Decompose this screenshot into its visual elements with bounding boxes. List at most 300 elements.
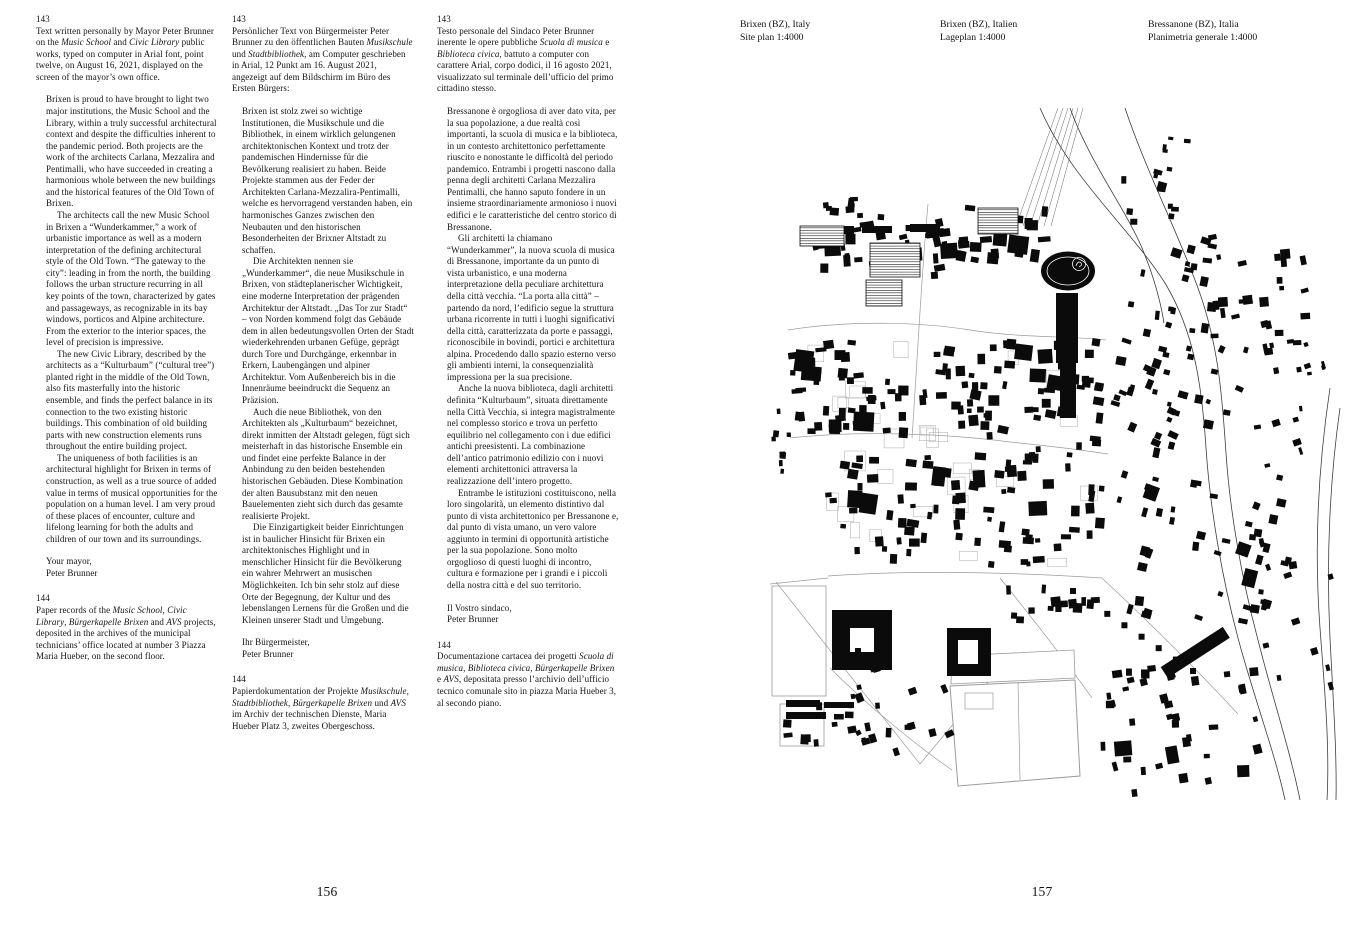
building: [1035, 538, 1040, 543]
building: [1202, 258, 1212, 264]
building: [886, 728, 892, 738]
railway-line: [1051, 108, 1083, 226]
building: [890, 554, 897, 564]
building: [1254, 424, 1261, 429]
building: [1043, 479, 1054, 489]
building: [867, 474, 879, 483]
caption-text: ,: [64, 616, 69, 627]
building: [1121, 176, 1126, 184]
building: [988, 561, 995, 568]
building: [1249, 667, 1258, 676]
building: [1172, 720, 1179, 728]
building: [1152, 477, 1159, 482]
building: [1252, 501, 1261, 510]
hatched-roof: [800, 226, 844, 246]
note-caption: [437, 651, 619, 709]
text-column-german: [232, 14, 414, 732]
building: [1030, 249, 1040, 263]
building: [851, 694, 856, 699]
caption-text: , battuto a computer con carattere Arial, corpo dodici, il 16 agosto 2021, visualizzato sul terminale dell’ufficio del primo cittadino stesso.: [437, 48, 614, 94]
parcel-outline: [1048, 558, 1067, 567]
building: [1165, 321, 1172, 328]
building: [1291, 617, 1300, 625]
hatched-roof: [978, 208, 1018, 234]
building: [849, 508, 857, 514]
building: [1168, 213, 1174, 219]
building: [895, 393, 902, 401]
building: [1237, 260, 1246, 267]
building: [1168, 441, 1176, 450]
building: [940, 684, 948, 694]
building: [943, 348, 954, 356]
building: [1276, 498, 1287, 508]
building: [1118, 389, 1127, 396]
caption-text: , depositata presso l’archivio dell’ufficio tecnico comunale sito in piazza Maria Hueber 3, al secondo piano.: [437, 674, 617, 708]
river-line: [1317, 388, 1330, 800]
building: [1168, 306, 1174, 311]
building: [925, 233, 936, 238]
building: [1154, 432, 1162, 440]
building: [815, 347, 826, 352]
letter-paragraph: The uniqueness of both facilities is an architectural highlight for Brixen in terms of construction, as well as a true source of added value in terms of musical opportunities for the population on a human level. I am very proud of these places of encounter, culture and lifelong learning for both the adults and children of our town and its surroundings.: [46, 452, 218, 544]
building: [1029, 368, 1046, 382]
building: [899, 234, 908, 240]
building: [1085, 350, 1094, 358]
building: [1283, 572, 1292, 579]
building: [1106, 701, 1114, 709]
building: [934, 264, 946, 272]
building: [1041, 206, 1048, 217]
building: [832, 722, 838, 727]
building: [961, 381, 968, 388]
river-line: [1125, 108, 1300, 800]
building: [924, 455, 931, 460]
building: [1181, 274, 1189, 282]
building: [1199, 276, 1208, 287]
building: [1002, 381, 1007, 389]
building: [1073, 603, 1083, 613]
building: [1139, 634, 1145, 640]
work-title: Scuola di musica: [539, 37, 603, 48]
building: [1173, 657, 1179, 663]
building: [1268, 514, 1278, 524]
building: [977, 407, 984, 413]
building: [1126, 387, 1134, 397]
building: [783, 732, 792, 737]
building: [1287, 339, 1294, 344]
caption-text: ,: [162, 605, 168, 615]
building: [1271, 419, 1280, 428]
building: [854, 547, 860, 554]
building: [922, 460, 933, 468]
archive-note: [36, 593, 218, 662]
building: [955, 508, 965, 520]
building: [892, 747, 900, 756]
building: [1050, 596, 1061, 607]
building: [787, 432, 791, 437]
building: [829, 419, 842, 432]
building: [1036, 446, 1041, 452]
site-plan-map: [770, 108, 1345, 800]
building: [1016, 616, 1024, 623]
building: [1045, 409, 1057, 419]
building: [807, 428, 815, 434]
building: [843, 423, 849, 430]
building: [1007, 487, 1015, 494]
parcel-outline: [878, 469, 893, 483]
building: [1070, 588, 1076, 594]
building: [972, 470, 985, 488]
building: [908, 687, 917, 696]
building: [1214, 550, 1222, 556]
text-column-italian: [437, 14, 619, 709]
building: [1093, 396, 1105, 406]
building: [1168, 136, 1173, 140]
mayor-letter: [46, 94, 218, 579]
building: [1113, 394, 1121, 401]
map-header-german: [940, 19, 1017, 44]
building: [866, 396, 876, 401]
building: [885, 379, 890, 385]
building: [1205, 777, 1212, 785]
building: [880, 402, 885, 410]
figure-ground-plan: [770, 108, 1345, 800]
letter-signoff: [242, 637, 414, 660]
building: [1307, 372, 1312, 376]
building: [980, 236, 992, 243]
building: [1135, 596, 1144, 606]
building: [994, 470, 1004, 479]
caption-text: Testo personale del Sindaco Peter Brunner inerente le opere pubbliche: [437, 25, 595, 48]
parcel-outline: [953, 463, 971, 474]
building: [1224, 671, 1231, 677]
building: [858, 483, 863, 491]
building: [1004, 545, 1012, 552]
map-header-scale: Lageplan 1:4000: [940, 31, 1006, 43]
building: [933, 253, 939, 263]
building: [795, 387, 806, 392]
building: [1292, 417, 1299, 423]
parcel-outline: [960, 551, 978, 560]
building: [1218, 345, 1226, 354]
building: [1162, 144, 1167, 150]
building: [1192, 542, 1199, 551]
caption-text: ,: [530, 662, 535, 673]
building: [1025, 534, 1033, 540]
building: [1245, 521, 1253, 527]
building: [779, 452, 785, 459]
building: [1300, 288, 1308, 294]
building: [1145, 379, 1155, 390]
sports-field: [950, 680, 1080, 786]
railway-line: [1016, 108, 1058, 226]
building: [1104, 611, 1110, 617]
street-line: [830, 668, 952, 770]
building: [1293, 340, 1302, 345]
building: [983, 507, 994, 513]
building: [840, 461, 850, 470]
work-title: AVS: [390, 697, 406, 708]
work-title: Biblioteca civica: [437, 48, 500, 59]
open-field: [772, 586, 826, 696]
work-title: AVS: [166, 616, 182, 627]
building: [1121, 470, 1129, 478]
building: [847, 469, 859, 480]
building: [1014, 344, 1033, 361]
building: [1231, 314, 1240, 320]
building: [1065, 463, 1071, 471]
building: [1218, 297, 1228, 307]
building: [1106, 692, 1111, 699]
letter-paragraph: Anche la nuova biblioteca, dagli architetti definita “Kulturbaum”, situata direttamente nella Città Vecchia, si integra magistralmente nel complesso storico e trova un perfetto equilibrio nel collegamento con i due edifici antichi preesistenti. La combinazione dell’antico patrimonio edilizio con i nuovi elementi architettonici attraversa la realizzazione dell’intero progetto.: [447, 383, 615, 486]
building: [1249, 534, 1256, 540]
parcel-outline: [919, 426, 935, 441]
building: [1088, 484, 1094, 495]
building: [1011, 612, 1017, 618]
building: [1155, 763, 1163, 770]
building: [853, 372, 864, 378]
building: [779, 460, 783, 466]
building: [1264, 463, 1270, 468]
building: [875, 536, 884, 546]
building: [1277, 277, 1283, 284]
work-title: Civic Library: [36, 605, 187, 627]
building: [1211, 334, 1219, 339]
building: [1025, 218, 1033, 229]
caption-text: ,: [288, 697, 293, 708]
building: [1156, 645, 1162, 651]
building: [927, 512, 932, 520]
letter-paragraph: Auch die neue Bibliothek, von den Architekten als „Kulturbaum“ bezeichnet, direkt inmitten der Altstadt gelegen, fügt sich meisterhaft in das historische Ensemble ein und findet eine perfekte Balance in der Anbindung zu den beiden bestehenden historischen Gebäuden. Diese Kombination der alten Bausubstanz mit den neuen Bauelementen zieht sich durch das gesamte realisierte Projekt.: [242, 406, 410, 521]
building: [1167, 402, 1172, 407]
building: [896, 537, 901, 544]
building: [1092, 439, 1101, 446]
building: [898, 518, 907, 528]
building: [1038, 236, 1051, 242]
building: [1114, 740, 1133, 756]
building: [1054, 543, 1062, 551]
note-caption: [437, 26, 619, 95]
building: [975, 452, 987, 460]
building: [851, 462, 863, 469]
building: [1069, 527, 1080, 533]
street-line: [828, 572, 1102, 578]
building: [906, 549, 911, 556]
building: [1071, 506, 1080, 517]
map-header-scale: Site plan 1:4000: [740, 31, 804, 43]
building: [970, 256, 979, 263]
building-row: [910, 224, 940, 232]
building: [953, 520, 960, 530]
building: [1211, 368, 1219, 374]
note-caption: [36, 26, 218, 84]
building: [814, 739, 819, 747]
building: [987, 517, 992, 522]
caption-text: ,: [406, 685, 409, 696]
parcel-outline: [850, 523, 860, 538]
building: [970, 242, 982, 252]
building: [1194, 394, 1203, 404]
building: [1276, 675, 1281, 681]
work-title: Stadtbibliothek: [232, 697, 288, 708]
building: [1038, 388, 1044, 394]
archive-note: [232, 674, 414, 732]
note-number: 144: [36, 593, 50, 604]
building: [1292, 438, 1302, 447]
building: [1076, 442, 1082, 450]
building: [1299, 406, 1303, 412]
building: [1201, 323, 1210, 334]
caption-text: , am Computer geschrieben in Arial, 12 Punkt am 16. August 2021, angezeigt auf dem Bildschirm im Büro des Ersten Bürgers:: [232, 48, 406, 94]
note-caption: [232, 686, 414, 732]
caption-text: public works, typed on computer in Arial font, point twelve, on August 16, 2021, displayed on the screen of the mayor’s own office.: [36, 37, 205, 82]
building: [985, 411, 992, 421]
building: [1296, 367, 1302, 373]
building: [967, 408, 972, 413]
building: [955, 493, 965, 504]
building: [840, 524, 846, 529]
building: [965, 205, 976, 212]
building: [933, 505, 938, 514]
building: [1041, 584, 1046, 593]
building: [987, 252, 999, 264]
building: [1304, 363, 1312, 370]
building: [1325, 664, 1330, 671]
work-title: Music School: [61, 37, 112, 48]
building: [969, 373, 975, 378]
building: [859, 492, 879, 514]
signoff-line: Peter Brunner: [447, 614, 499, 625]
page-number-left: 156: [316, 884, 338, 899]
work-title: Scuola di musica: [437, 651, 614, 673]
building: [1127, 422, 1137, 433]
building: [841, 352, 850, 362]
building: [1190, 668, 1196, 674]
work-title: Biblioteca civica: [467, 662, 531, 673]
building: [1087, 599, 1093, 605]
cloister-courtyard: [958, 640, 978, 664]
building: [1264, 348, 1273, 356]
building: [1216, 254, 1221, 260]
caption-text: Documentazione cartacea dei progetti: [437, 651, 580, 662]
note-number: 144: [437, 639, 451, 650]
building-row: [862, 226, 892, 233]
building: [848, 198, 855, 208]
building: [854, 692, 864, 703]
building: [814, 422, 822, 431]
building: [1141, 767, 1146, 775]
building: [825, 492, 832, 497]
building: [1269, 342, 1274, 348]
building: [1155, 311, 1160, 320]
building: [1189, 328, 1195, 333]
building: [1238, 618, 1248, 625]
building: [1222, 538, 1231, 544]
letter-paragraph: Brixen ist stolz zwei so wichtige Institutionen, die Musikschule und die Bibliothek, in einem wirklich gelungenen architektonischen Kontext und trotz der pandemischen Hindernisse für die Bevölkerung realisiert zu haben. Beide Projekte stammen aus der Feder der Architekten Carlana-Mezzalira-Pentimalli, welche es hervorragend verstanden haben, ein harmonisches Ganzes zwischen den Neubauten und den historischen Besonderheiten der Brixner Altstadt zu schaffen.: [242, 105, 413, 255]
building: [1061, 600, 1068, 607]
work-title: Bürgerkapelle Brixen: [68, 616, 149, 627]
building: [1196, 531, 1206, 541]
building: [967, 399, 973, 406]
building: [1129, 718, 1135, 726]
building-row: [824, 702, 854, 708]
building: [1101, 742, 1106, 751]
building: [1158, 346, 1167, 353]
building: [854, 257, 862, 262]
building: [1001, 489, 1006, 494]
building-row: [786, 712, 826, 719]
hatched-roof: [870, 243, 920, 277]
river-line: [1328, 408, 1340, 800]
letter-paragraph: The new Civic Library, described by the architects as a “Kulturbaum” (“cultural tree”) planted right in the middle of the Old Town, also fits masterfully into the historic ensemble, and finds the perfect balance in its connection to the two existing historic buildings. This combination of old building parts with new construction elements runs throughout the entire building project.: [46, 348, 215, 452]
building: [1099, 485, 1105, 491]
caption-text: und: [372, 697, 391, 708]
building: [936, 392, 947, 399]
building: [869, 457, 879, 464]
building: [1281, 257, 1288, 267]
building: [1171, 506, 1176, 512]
building: [847, 377, 854, 384]
building: [1023, 460, 1032, 464]
building: [1212, 300, 1219, 310]
building: [1298, 447, 1303, 455]
letter-paragraph: Entrambe le istituzioni costituiscono, nella loro singolarità, un elemento distintivo dal punto di vista architettonico per Bressanone e, dal punto di vista umano, un vero valore aggiunto in termini di opportunità artistiche per la sua popolazione. Sono molto orgoglioso di questi luoghi di incontro, cultura e formazione per i grandi e i piccoli della nostra città e del suo territorio.: [447, 487, 619, 590]
building: [1220, 308, 1226, 318]
building: [1191, 676, 1200, 686]
building: [1152, 447, 1160, 458]
building: [980, 382, 987, 389]
archive-note: [437, 640, 619, 709]
building: [1006, 465, 1017, 477]
building: [1300, 313, 1310, 320]
note-number: 143: [437, 14, 451, 24]
building: [1126, 668, 1132, 675]
building: [1186, 244, 1195, 254]
building: [1095, 517, 1105, 528]
map-header-location: Brixen (BZ), Italy: [740, 19, 811, 30]
letter-paragraph: Bressanone è orgogliosa di aver dato vita, per la sua popolazione, a due realtà così importanti, la scuola di musica e la biblioteca, in un contesto architettonico perfettamente riuscito e nonostante le difficoltà del periodo pandemico. Entrambi i progetti nascono dalla penna degli architetti Carlana Mezzalira Pentimalli, che hanno saputo fondere in un insieme straordinariamente armonioso i nuovi edifici e le caratteristiche del centro storico di Bressanone.: [447, 105, 618, 232]
mayor-letter: [242, 106, 414, 660]
building: [847, 725, 857, 733]
letter-paragraph: Brixen is proud to have brought to light two major institutions, the Music School and the Library, within a truly successful architectural context and despite the difficulties inherent to the pandemic period. Both projects are the work of the architects Carlana, Mezzalira and Pentimalli, who have succeeded in creating a harmonious whole between the new buildings and the historical features of the Old Town of Brixen.: [46, 94, 217, 209]
building: [974, 538, 981, 547]
building: [771, 437, 775, 442]
building: [940, 243, 958, 259]
building: [1255, 555, 1264, 566]
building: [886, 510, 893, 520]
caption-text: e: [437, 674, 444, 685]
building: [897, 494, 903, 504]
building: [1017, 471, 1026, 481]
building: [994, 366, 1002, 374]
note-caption: [36, 605, 218, 663]
caption-text: Text written personally by Mayor Peter Brunner on the: [36, 25, 214, 48]
work-title: Musikschule: [366, 37, 413, 48]
map-header-location: Bressanone (BZ), Italia: [1148, 19, 1239, 30]
building: [1169, 517, 1175, 525]
work-title: Music School: [112, 605, 163, 615]
building: [1056, 293, 1078, 363]
building: [958, 241, 970, 249]
building: [793, 349, 814, 373]
building: [864, 722, 871, 731]
building: [1217, 591, 1223, 597]
building: [1060, 363, 1076, 418]
building: [823, 202, 829, 208]
building: [823, 406, 829, 416]
building: [986, 432, 992, 440]
letter-signoff: [447, 603, 619, 626]
